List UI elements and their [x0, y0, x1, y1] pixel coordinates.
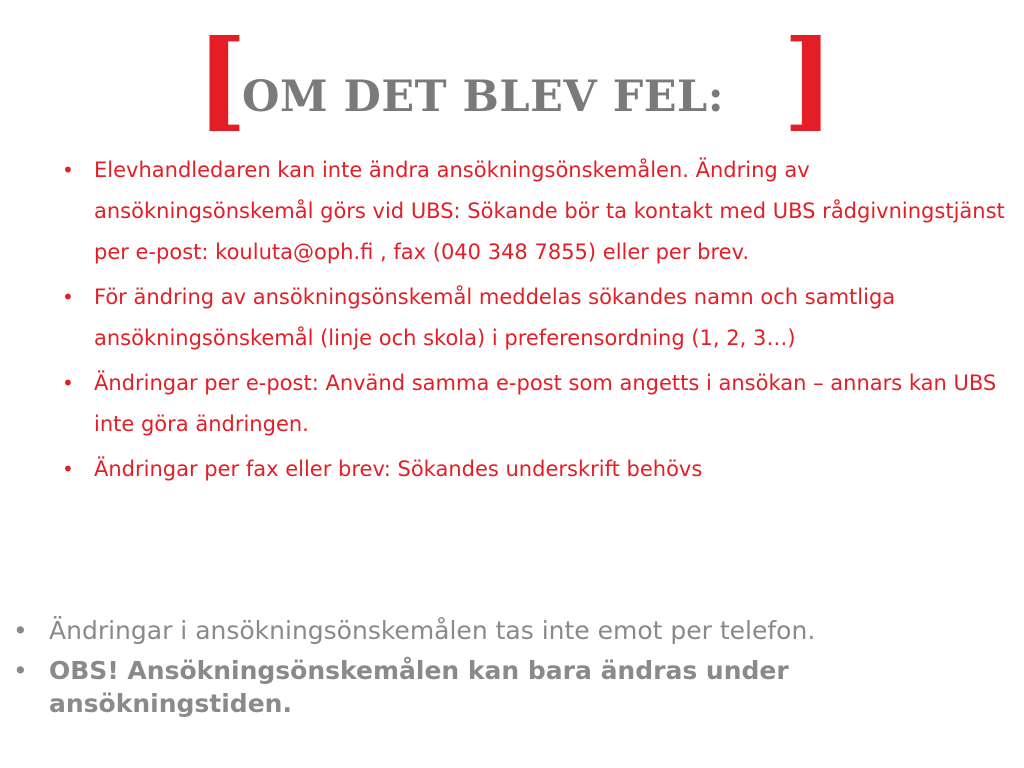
bullet-icon: • — [13, 656, 28, 685]
bullet-icon: • — [62, 457, 74, 481]
list-item — [60, 363, 1015, 445]
list-item-text: Elevhandledaren kan inte ändra ansökningsönskemålen. Ändring av ansökningsönskemål görs vid UBS: Sökande bör ta kontakt med UBS rådgivningstjänst per e-post: kouluta@oph.fi , fax (040 348 7855) eller per brev. — [94, 158, 1005, 264]
list-item-text: OBS! Ansökningsönskemålen kan bara ändras under ansökningstiden. — [49, 656, 789, 718]
bullet-icon: • — [62, 285, 74, 309]
list-item-text: Ändringar per e-post: Använd samma e-post som angetts i ansökan – annars kan UBS inte göra ändringen. — [94, 371, 997, 436]
list-item-text: Ändringar per fax eller brev: Sökandes underskrift behövs — [94, 457, 703, 481]
list-item — [13, 614, 1013, 648]
title-bracket-left: [ — [196, 17, 248, 143]
red-bullet-list — [60, 150, 1015, 494]
list-item-text: Ändringar i ansökningsönskemålen tas inte emot per telefon. — [49, 616, 816, 645]
list-item-text: För ändring av ansökningsönskemål meddelas sökandes namn och samtliga ansökningsönskemål (linje och skola) i preferensordning (1, 2, 3…) — [94, 285, 896, 350]
grey-bullet-list — [13, 614, 1013, 726]
title-bracket-right: ] — [783, 17, 835, 143]
list-item — [60, 277, 1015, 359]
bullet-icon: • — [62, 371, 74, 395]
list-item — [60, 449, 1015, 490]
list-item — [60, 150, 1015, 273]
bullet-icon: • — [13, 616, 28, 645]
bullet-icon: • — [62, 158, 74, 182]
page-title: OM DET BLEV FEL: — [242, 72, 725, 122]
list-item — [13, 654, 1013, 720]
title-row — [0, 17, 1024, 143]
